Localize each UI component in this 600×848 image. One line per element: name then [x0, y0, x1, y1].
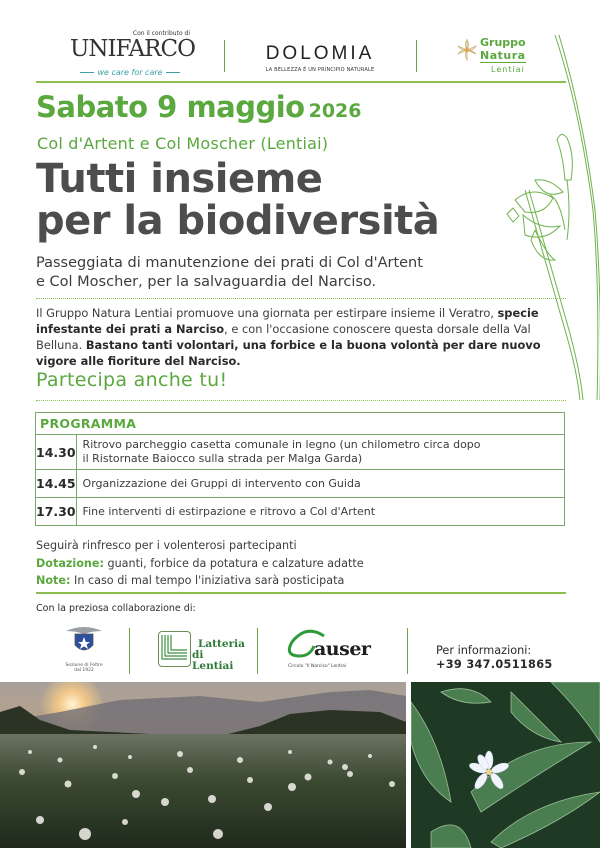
program-description: Organizzazione dei Gruppi di intervento con Guida	[76, 470, 564, 498]
contact-label: Per informazioni:	[436, 644, 532, 657]
dotted-divider	[36, 400, 566, 401]
veratrum-leaves-photo	[411, 682, 600, 848]
cai-caption-line: Sezione di Feltre	[65, 663, 103, 668]
gruppo-natura-line1: Gruppo	[480, 36, 526, 49]
latteria-logo	[158, 631, 245, 672]
note-text: In caso di mal tempo l'iniziativa sarà posticipata	[70, 574, 345, 587]
collab-divider	[257, 628, 258, 674]
dolomia-tagline: LA BELLEZZA È UN PRINCIPIO NATURALE	[265, 67, 375, 73]
contribution-label: Con il contributo di	[132, 30, 190, 37]
intro-text: Il Gruppo Natura Lentiai promuove una giornata per estirpare insieme il Veratro,	[36, 306, 498, 320]
dotted-divider	[36, 298, 566, 299]
equipment-text: guanti, forbice da potatura e calzature adatte	[103, 556, 364, 570]
unifarco-name: UNIFARCO	[70, 36, 195, 62]
latteria-l-icon	[158, 631, 191, 667]
cai-eagle-shield-icon	[64, 625, 104, 657]
program-description-line: Ritrovo parcheggio casetta comunale in legno (un chilometro circa dopo	[82, 438, 481, 451]
event-subtitle-line1: Passeggiata di manutenzione dei prati di Col d'Artent	[36, 255, 423, 271]
event-subtitle	[36, 254, 486, 292]
program-description	[76, 435, 564, 470]
contact-info	[436, 644, 553, 672]
intro-paragraph	[36, 305, 566, 369]
dolomia-logo	[255, 43, 385, 73]
equipment-note	[36, 555, 364, 573]
latteria-name-line: di Lentiai	[192, 649, 234, 672]
program-description-line: il Ristornate Baiocco sulla strada per Malga Garda)	[82, 452, 363, 465]
gruppo-natura-line2: Natura	[480, 49, 526, 62]
cai-logo	[56, 625, 112, 673]
program-table	[35, 412, 565, 526]
event-title-line1: Tutti insieme	[36, 156, 323, 202]
program-time: 14.30	[36, 435, 77, 470]
table-row	[36, 435, 565, 470]
event-title	[36, 158, 439, 242]
unifarco-tagline: we care for care	[70, 68, 190, 77]
program-header-row	[36, 413, 565, 435]
intro-bold-text: specie infestante dei prati a Narciso	[36, 306, 539, 336]
intro-text: , e con l'occasione conoscere questa dorsale della Val Belluna.	[36, 322, 531, 352]
dolomia-name: DOLOMIA	[265, 43, 375, 64]
event-title-line2: per la biodiversità	[36, 198, 440, 244]
note-label: Note:	[36, 574, 71, 587]
program-header: PROGRAMMA	[36, 413, 565, 435]
collab-divider	[407, 628, 408, 674]
event-subtitle-line2: e Col Moscher, per la salvaguardia del Narciso.	[36, 274, 377, 290]
weather-note	[36, 572, 364, 590]
event-date-year: 2026	[308, 100, 362, 122]
latteria-name	[192, 639, 245, 672]
event-date	[36, 90, 362, 124]
gruppo-natura-line3: Lentiai	[491, 65, 525, 74]
auser-subtitle: Circolo "Il Narciso" Lentiai	[288, 664, 347, 669]
collaboration-title: Con la preziosa collaborazione di:	[36, 603, 196, 614]
cai-caption	[56, 663, 112, 673]
auser-name: auser	[314, 638, 371, 660]
logo-divider	[416, 40, 417, 72]
program-time: 17.30	[36, 498, 77, 526]
narcissus-flower-icon	[455, 38, 479, 62]
notes-section	[36, 537, 364, 590]
table-row	[36, 470, 565, 498]
collab-divider	[129, 628, 130, 674]
program-description: Fine interventi di estirpazione e ritrovo a Col d'Artent	[76, 498, 564, 526]
program-time: 14.45	[36, 470, 77, 498]
logo-divider	[224, 40, 225, 72]
header-rule	[36, 81, 566, 83]
latteria-name-line: Latteria	[198, 638, 245, 650]
cai-caption-line: dal 1922	[74, 668, 94, 673]
contact-phone: +39 347.0511865	[436, 658, 553, 671]
notes-rule	[36, 592, 566, 594]
narcissus-meadow-photo	[0, 682, 406, 848]
event-location: Col d'Artent e Col Moscher (Lentiai)	[37, 134, 329, 153]
intro-bold-text: Bastano tanti volontari, una forbice e la buona volontà per dare nuovo vigore alle fioriture del Narciso.	[36, 338, 541, 368]
auser-logo	[286, 628, 386, 674]
event-date-day: Sabato 9 maggio	[36, 90, 305, 124]
equipment-label: Dotazione:	[36, 556, 104, 570]
collaborators	[0, 620, 600, 678]
refreshment-note: Seguirà rinfresco per i volenterosi partecipanti	[36, 539, 297, 552]
call-to-action: Partecipa anche tu!	[36, 369, 228, 391]
table-row	[36, 498, 565, 526]
